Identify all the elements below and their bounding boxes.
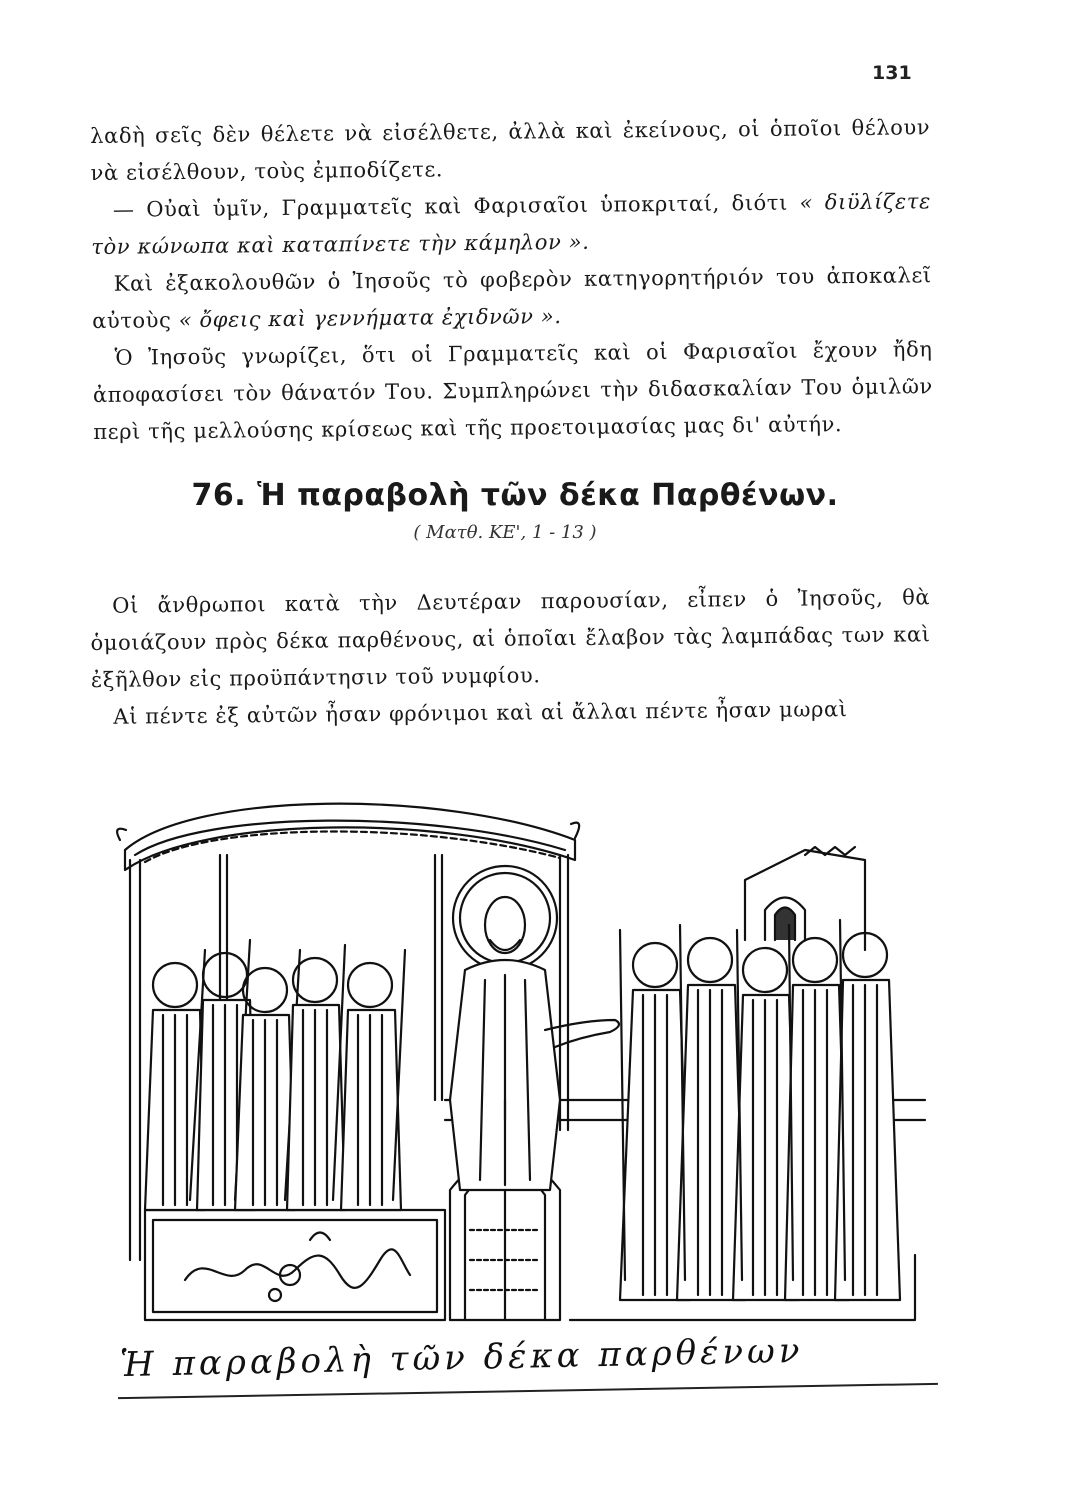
virgins-right-group [620, 920, 900, 1300]
passage-bottom [90, 579, 932, 736]
paragraph-virgins: Οἱ ἄνθρωποι κατὰ τὴν Δευτέραν παρουσίαν, εἶπεν ὁ Ἰησοῦς, θὰ ὁμοιάζουν πρὸς δέκα παρθένους, αἱ ὁποῖαι ἔλαβον τὰς λαμπάδας των καὶ ἐξῆλθον εἰς προϋπάντησιν τοῦ νυμφίου. [90, 585, 931, 692]
page-number: 131 [872, 62, 912, 84]
parable-illustration [105, 800, 935, 1340]
paragraph-continuation [90, 109, 931, 192]
virgin-figure [287, 945, 345, 1210]
vipers-quote: « ὄφεις καὶ γεννήματα ἐχιδνῶν ». [178, 304, 562, 333]
virgin-figure [145, 950, 205, 1210]
virgin-figure [341, 950, 405, 1210]
christ-figure [450, 866, 619, 1190]
woe-quote: « διϋλίζετε τὸν κώνωπα καὶ καταπίνετε τὴν κάμηλον ». [91, 189, 932, 259]
paragraph-five-wise: Αἱ πέντε ἐξ αὐτῶν ἦσαν φρόνιμοι καὶ αἱ ἄλλαι πέντε ἦσαν μωραὶ [113, 697, 848, 729]
caption-underline [118, 1383, 938, 1399]
line-2: νὰ εἰσέλθουν, τοὺς ἐμποδίζετε. [90, 157, 444, 185]
section-reference: ( Ματθ. ΚΕ', 1 - 13 ) [413, 522, 597, 543]
section-title: 76. Ἡ παραβολὴ τῶν δέκα Παρθένων. [191, 478, 839, 513]
tower [745, 847, 865, 950]
paragraph-vipers [92, 257, 933, 340]
virgin-figure [835, 920, 900, 1300]
woe-text: — Οὐαὶ ὑμῖν, Γραμματεῖς καὶ Φαρισαῖοι ὑποκριταί, διότι [112, 190, 800, 222]
paragraph-judgment: Ὁ Ἰησοῦς γνωρίζει, ὅτι οἱ Γραμματεῖς καὶ οἱ Φαρισαῖοι ἔχουν ἤδη ἀποφασίσει τὸν θάνατόν Του. Συμπληρώνει τὴν διδασκαλίαν Του ὁμιλῶν περὶ τῆς μελλούσης κρίσεως καὶ τῆς προετοιμασίας μας δι' αὐτήν. [92, 337, 933, 444]
platform [145, 1210, 445, 1320]
paragraph-woe [91, 183, 932, 266]
virgins-left-group [145, 940, 405, 1210]
vipers-text: Καὶ ἐξακολουθῶν ὁ Ἰησοῦς τὸ φοβερὸν κατηγορητήριόν του ἀποκαλεῖ αὐτοὺς [92, 263, 932, 333]
line-1: λαδὴ σεῖς δὲν θέλετε νὰ εἰσέλθετε, ἀλλὰ καὶ ἐκείνους, οἱ ὁποῖοι θέλουν [90, 115, 931, 148]
passage-top [90, 109, 933, 451]
illustration-caption: Ἡ παραβολὴ τῶν δέκα παρθένων [119, 1330, 804, 1386]
